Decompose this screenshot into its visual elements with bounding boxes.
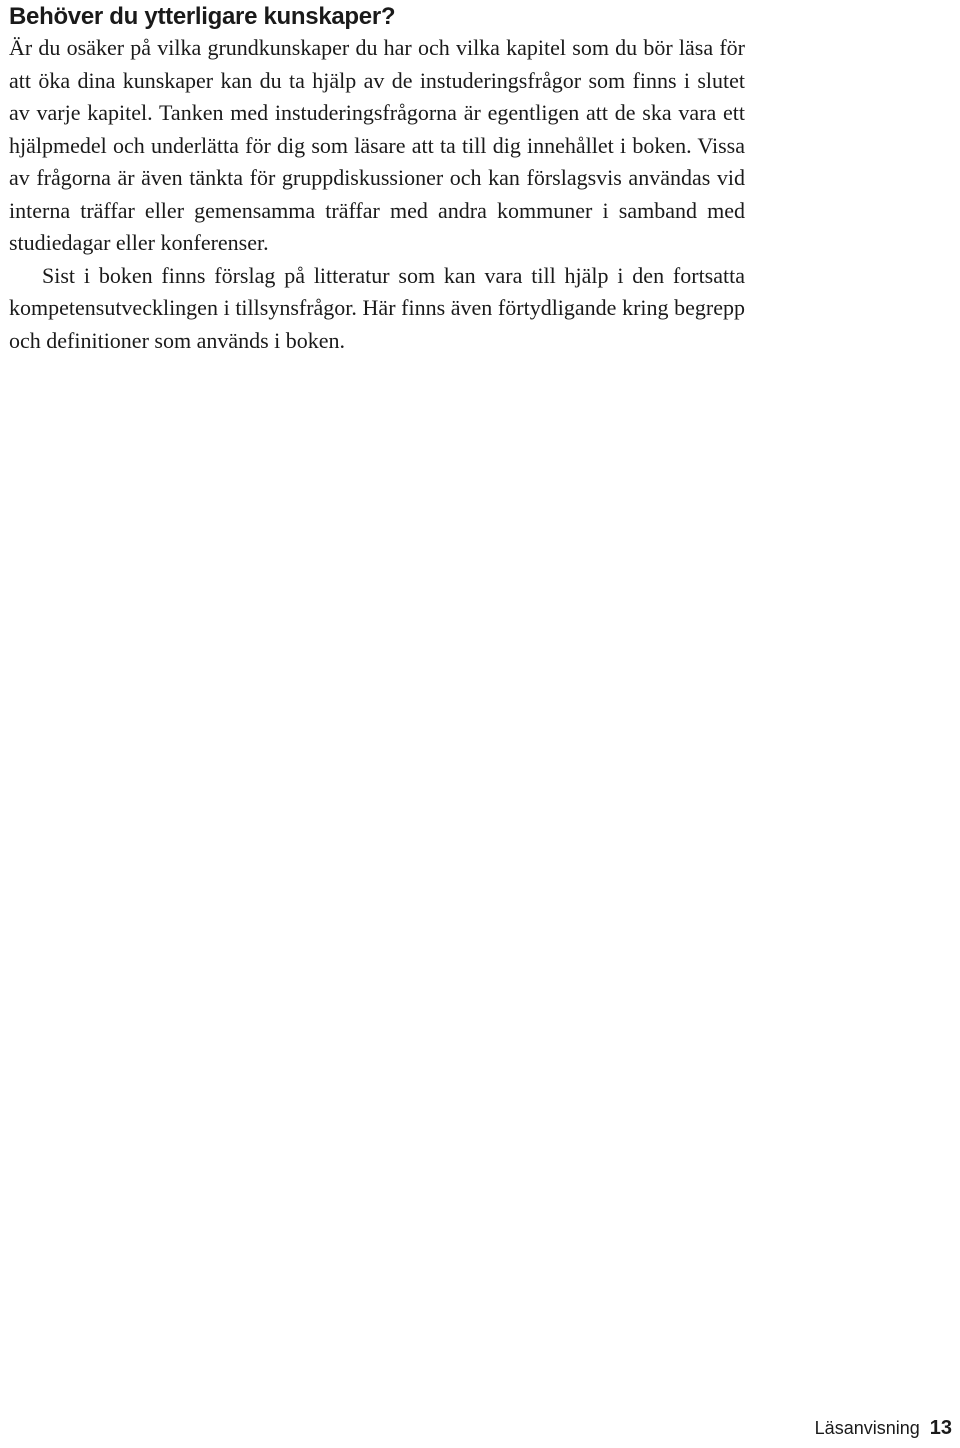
section-content [9, 2, 745, 357]
footer-section-name: Läsanvisning [814, 1418, 920, 1438]
body-paragraph: Sist i boken finns förslag på litteratur som kan vara till hjälp i den fortsatta kompetensutvecklingen i tillsynsfrågor. Här finns även förtydligande kring begrepp och definitioner som används i boken. [9, 262, 745, 353]
section-heading: Behöver du ytterligare kunskaper? [9, 3, 396, 30]
page-footer [815, 1417, 952, 1440]
body-paragraph: Är du osäker på vilka grundkunskaper du har och vilka kapitel som du bör läsa för att öka dina kunskaper kan du ta hjälp av de instuderingsfrågor som finns i slutet av varje kapitel. Tanken med instuderingsfrågorna är egentligen att de ska vara ett hjälpmedel och underlätta för dig som läsare att ta till dig innehållet i boken. Vissa av frågorna är även tänkta för gruppdiskussioner och kan förslagsvis användas vid interna träffar eller gemensamma träffar med andra kommuner i samband med studiedagar eller konferenser. [9, 35, 745, 255]
page-number: 13 [929, 1417, 952, 1439]
